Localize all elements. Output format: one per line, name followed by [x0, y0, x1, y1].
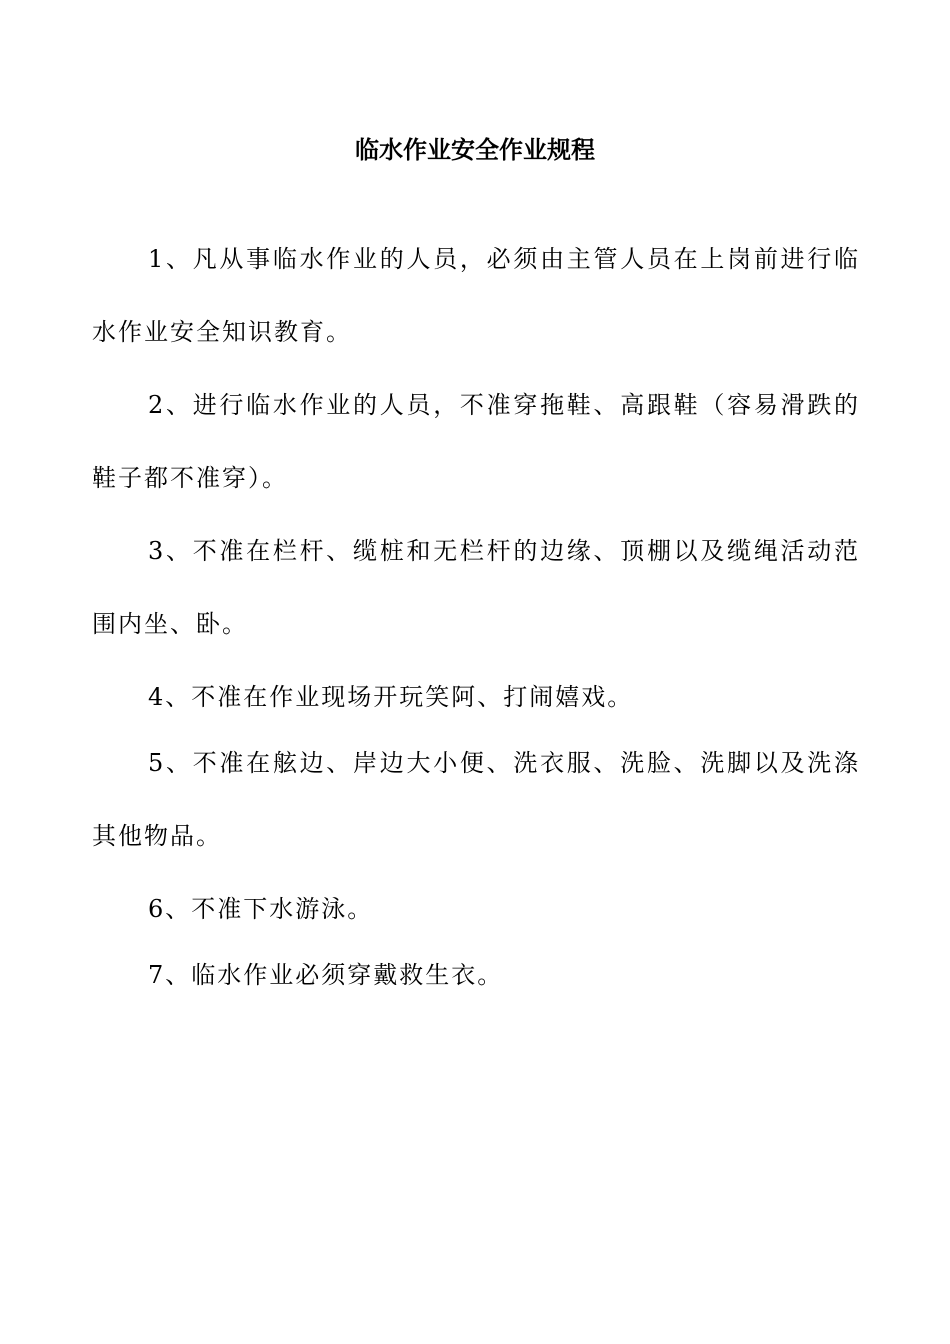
rule-item-6: 6、不准下水游泳。: [148, 895, 374, 923]
rule-item-3: 3、不准在栏杆、缆桩和无栏杆的边缘、顶棚以及缆绳活动范围内坐、卧。: [92, 537, 860, 638]
rule-item-1: 1、凡从事临水作业的人员，必须由主管人员在上岗前进行临水作业安全知识教育。: [92, 245, 860, 346]
rule-item-4: 4、不准在作业现场开玩笑阿、打闹嬉戏。: [148, 683, 634, 711]
document-title: 临水作业安全作业规程: [355, 136, 595, 164]
rules-list: [92, 241, 860, 1005]
rule-item-7: 7、临水作业必须穿戴救生衣。: [148, 961, 504, 989]
rule-item-2: 2、进行临水作业的人员，不准穿拖鞋、高跟鞋（容易滑跌的鞋子都不准穿）。: [92, 391, 860, 492]
rule-item-5: 5、不准在舷边、岸边大小便、洗衣服、洗脸、洗脚以及洗涤其他物品。: [92, 749, 860, 850]
